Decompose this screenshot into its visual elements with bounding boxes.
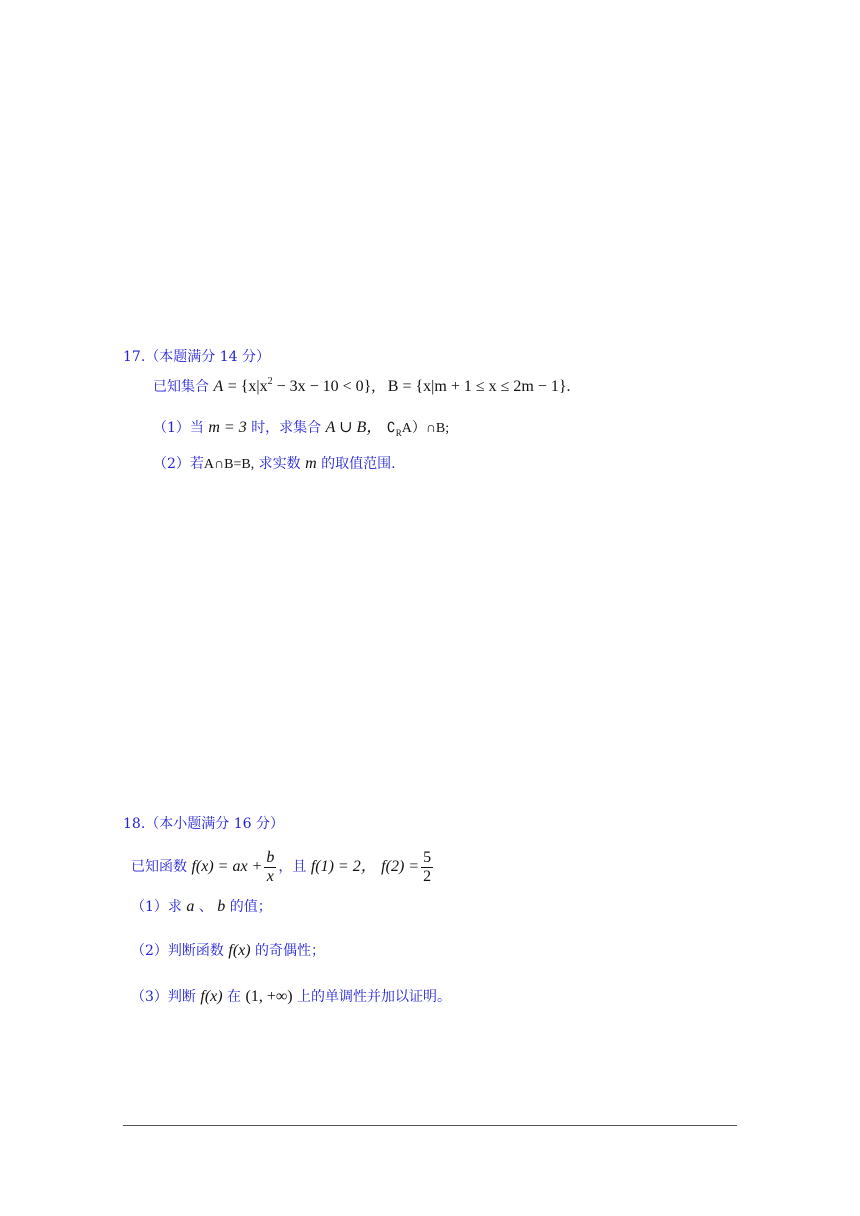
fraction-5-over-2: $\frac{5}{2}$ <box>423 848 432 885</box>
problem-17-given: 已知集合 $A = \{x|x^2 - 3x - 10 < 0\}$, B = {x|m + 1 ≤ x ≤ 2m − 1}. <box>153 376 571 395</box>
problem-18-part-1: （1）求 a 、 b 的值； <box>131 898 272 915</box>
problem-17-part-1: （1）当 m = 3 时，求集合 A ∪ B， $∁_RA)\cap B$; <box>153 419 450 438</box>
problem-17-heading: 17.（本题满分 14 分） <box>123 349 270 365</box>
problem-18-part-3: （3）判断 f(x) 在 (1, +∞) 上的单调性并加以证明。 <box>131 988 452 1005</box>
fraction-b-over-x: $\frac{b}{x}$ <box>266 848 275 885</box>
problem-18-part-2: （2）判断函数 f(x) 的奇偶性； <box>131 942 326 959</box>
problem-18-heading: 18.（本小题满分 16 分） <box>123 816 284 832</box>
footer-divider <box>123 1125 737 1126</box>
set-a-definition: = $\{x|x^2 - 3x - 10 < 0\}$, <box>227 376 376 395</box>
problem-17-part-2: （2）若A∩B=B, 求实数 m 的取值范围. <box>153 455 396 472</box>
function-definition: f(x) = ax + <box>191 858 263 875</box>
problem-18-given: 已知函数 f(x) = ax + $\frac{b}{x}$ ，且 f(1) = 2， f(2) = $\frac{5}{2}$ <box>131 848 432 885</box>
set-b-definition: B = {x|m + 1 ≤ x ≤ 2m − 1}. <box>387 378 571 395</box>
